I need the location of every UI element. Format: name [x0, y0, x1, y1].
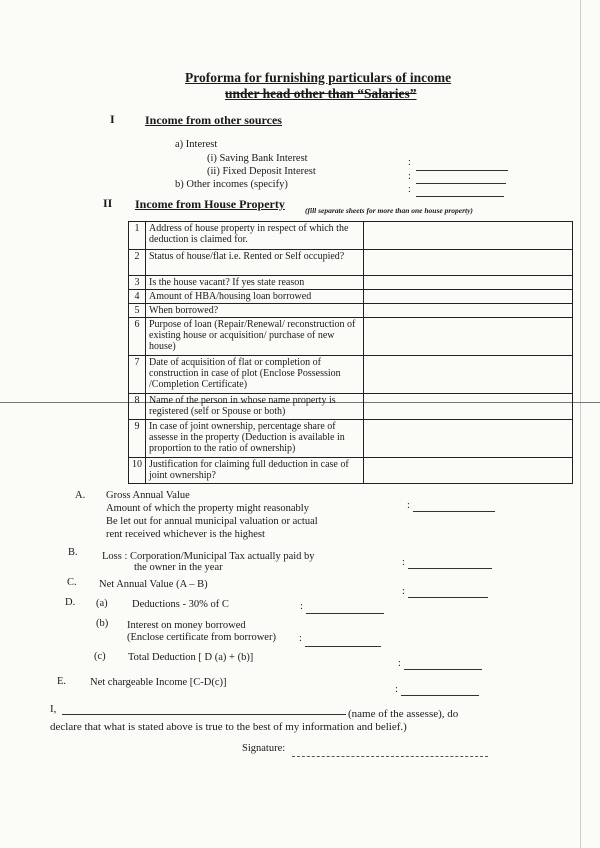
section-2-note: (fill separate sheets for more than one house property): [305, 206, 473, 215]
colon: :: [402, 586, 405, 597]
section-2-heading: Income from House Property: [135, 197, 285, 211]
deductions-30-label: Deductions - 30% of C: [132, 599, 229, 610]
loss-label: Loss : Corporation/Municipal Tax actually paid by: [102, 551, 315, 562]
letter-a: A.: [75, 490, 86, 501]
other-incomes-label: b) Other incomes (specify): [175, 179, 288, 190]
table-row: [129, 290, 573, 304]
letter-c: C.: [67, 577, 77, 588]
section-1-roman: I: [110, 112, 115, 126]
row-number: 4: [129, 290, 146, 304]
row-number: 10: [129, 458, 146, 484]
colon: :: [408, 184, 411, 195]
loss-blank[interactable]: [408, 568, 492, 569]
letter-d-b: (b): [96, 618, 109, 629]
colon: :: [402, 557, 405, 568]
gross-annual-value-blank[interactable]: [413, 511, 495, 512]
colon: :: [300, 601, 303, 612]
row-description: Purpose of loan (Repair/Renewal/ reconstruction of existing house or acquisition/ purchase of new house): [146, 318, 364, 356]
gross-annual-value-label: Gross Annual Value: [106, 490, 190, 501]
gross-annual-value-desc-2: Be let out for annual municipal valuation or actual: [106, 516, 318, 527]
row-answer-cell[interactable]: [364, 318, 573, 356]
row-description: In case of joint ownership, percentage share of assesse in the property (Deduction is available in proportion to the ratio of ownership): [146, 420, 364, 458]
letter-b: B.: [68, 547, 78, 558]
colon: :: [299, 633, 302, 644]
declaration-i: I,: [50, 703, 57, 715]
row-answer-cell[interactable]: [364, 394, 573, 420]
row-description: Status of house/flat i.e. Rented or Self occupied?: [146, 250, 364, 276]
colon: :: [395, 684, 398, 695]
gross-annual-value-desc-3: rent received whichever is the highest: [106, 529, 265, 540]
letter-e: E.: [57, 676, 67, 687]
gross-annual-value-desc-1: Amount of which the property might reasonably: [106, 503, 309, 514]
scan-edge: [580, 0, 581, 848]
row-number: 8: [129, 394, 146, 420]
table-row: [129, 356, 573, 394]
row-answer-cell[interactable]: [364, 276, 573, 290]
row-answer-cell[interactable]: [364, 356, 573, 394]
row-description: Date of acquisition of flat or completion of construction in case of plot (Enclose Possession /Completion Certificate): [146, 356, 364, 394]
assesse-name-blank[interactable]: [62, 714, 346, 715]
row-description: Address of house property in respect of which the deduction is claimed for.: [146, 222, 364, 250]
row-number: 1: [129, 222, 146, 250]
total-deduction-label: Total Deduction [ D (a) + (b)]: [128, 652, 254, 663]
row-answer-cell[interactable]: [364, 458, 573, 484]
row-description: Name of the person in whose name property is registered (self or Spouse or both): [146, 394, 364, 420]
letter-d-c: (c): [94, 651, 106, 662]
row-answer-cell[interactable]: [364, 250, 573, 276]
title-line-1: Proforma for furnishing particulars of income: [185, 70, 452, 85]
loss-desc: the owner in the year: [134, 562, 223, 573]
table-row: [129, 458, 573, 484]
colon: :: [407, 500, 410, 511]
table-row: [129, 250, 573, 276]
row-number: 5: [129, 304, 146, 318]
row-number: 9: [129, 420, 146, 458]
house-property-table: [128, 221, 573, 484]
colon: :: [408, 171, 411, 182]
table-row: [129, 420, 573, 458]
interest-borrowed-blank[interactable]: [305, 646, 381, 647]
row-answer-cell[interactable]: [364, 290, 573, 304]
table-row: [129, 276, 573, 290]
title-line-2: under head other than “Salaries”: [225, 86, 417, 101]
row-answer-cell[interactable]: [364, 304, 573, 318]
other-incomes-blank[interactable]: [416, 196, 504, 197]
saving-bank-interest: (i) Saving Bank Interest: [207, 153, 308, 164]
declaration-name-suffix: (name of the assesse), do: [348, 708, 459, 720]
row-number: 7: [129, 356, 146, 394]
saving-bank-blank[interactable]: [416, 170, 508, 171]
signature-blank[interactable]: [292, 756, 488, 757]
fixed-deposit-interest: (ii) Fixed Deposit Interest: [207, 166, 316, 177]
interest-label: a) Interest: [175, 139, 218, 150]
table-row: [129, 304, 573, 318]
net-annual-value-blank[interactable]: [408, 597, 488, 598]
net-annual-value-label: Net Annual Value (A – B): [99, 579, 208, 590]
fixed-deposit-blank[interactable]: [416, 183, 506, 184]
total-deduction-blank[interactable]: [404, 669, 482, 670]
section-2-roman: II: [103, 196, 113, 210]
row-description: Amount of HBA/housing loan borrowed: [146, 290, 364, 304]
table-row: [129, 222, 573, 250]
section-1-heading: Income from other sources: [145, 113, 282, 127]
net-chargeable-income-label: Net chargeable Income [C-D(c)]: [90, 677, 227, 688]
net-chargeable-income-blank[interactable]: [401, 695, 479, 696]
table-row: [129, 394, 573, 420]
row-description: Justification for claiming full deduction in case of joint ownership?: [146, 458, 364, 484]
letter-d: D.: [65, 597, 76, 608]
interest-borrowed-desc: (Enclose certificate from borrower): [127, 632, 276, 643]
interest-borrowed-label: Interest on money borrowed: [127, 620, 246, 631]
row-number: 3: [129, 276, 146, 290]
signature-label: Signature:: [242, 743, 286, 754]
row-answer-cell[interactable]: [364, 222, 573, 250]
row-number: 2: [129, 250, 146, 276]
row-number: 6: [129, 318, 146, 356]
row-description: Is the house vacant? If yes state reason: [146, 276, 364, 290]
colon: :: [408, 157, 411, 168]
deductions-30-blank[interactable]: [306, 613, 384, 614]
letter-d-a: (a): [96, 598, 108, 609]
row-answer-cell[interactable]: [364, 420, 573, 458]
colon: :: [398, 658, 401, 669]
table-row: [129, 318, 573, 356]
row-description: When borrowed?: [146, 304, 364, 318]
declaration-text: declare that what is stated above is true to the best of my information and belief.): [50, 721, 407, 733]
